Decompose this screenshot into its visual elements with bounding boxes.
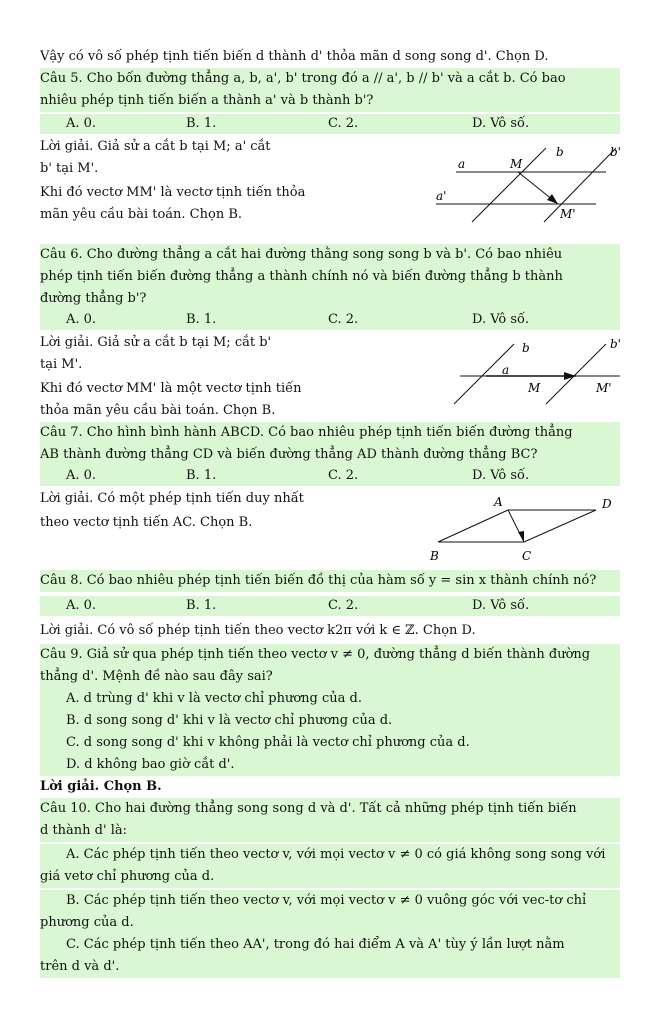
option-d[interactable]: D. Vô số. xyxy=(472,312,530,327)
question-9-option-c[interactable]: C. d song song d' khi v không phải là vectơ chỉ phương của d. xyxy=(40,732,620,754)
label-m-prime: M' xyxy=(560,207,576,221)
line-b-prime xyxy=(546,344,606,404)
option-c[interactable]: C. 2. xyxy=(328,598,359,613)
question-10-line-1: Câu 10. Cho hai đường thẳng song song d và d'. Tất cả những phép tịnh tiến biến xyxy=(40,798,620,820)
option-b[interactable]: B. 1. xyxy=(186,116,217,131)
solution-9-line-1: Lời giải. Chọn B. xyxy=(40,779,162,794)
label-b: b xyxy=(522,341,530,355)
option-d[interactable]: D. Vô số. xyxy=(472,116,530,131)
question-6-options xyxy=(40,310,620,330)
question-9-option-a[interactable]: A. d trùng d' khi v là vectơ chỉ phương của d. xyxy=(40,688,620,710)
label-a: A xyxy=(494,495,503,509)
label-d: D xyxy=(602,497,612,511)
side-ab xyxy=(438,510,508,542)
option-a[interactable]: A. 0. xyxy=(66,312,97,327)
label-b: b xyxy=(556,145,564,159)
option-a[interactable]: A. 0. xyxy=(66,598,97,613)
solution-6-line-2: tại M'. xyxy=(40,357,83,372)
question-6-line-3: đường thẳng b'? xyxy=(40,288,620,310)
text-line: Vậy có vô số phép tịnh tiến biến d thành d' thỏa mãn d song song d'. Chọn D. xyxy=(40,49,549,64)
option-b[interactable]: B. 1. xyxy=(186,312,217,327)
label-b: B xyxy=(430,549,439,563)
question-9-option-b[interactable]: B. d song song d' khi v là vectơ chỉ phương của d. xyxy=(40,710,620,732)
figure-6 xyxy=(450,336,626,406)
label-b-prime: b' xyxy=(610,337,621,351)
option-d[interactable]: D. Vô số. xyxy=(472,468,530,483)
solution-8-line-1: Lời giải. Có vô số phép tịnh tiến theo vectơ k2π với k ∈ ℤ. Chọn D. xyxy=(40,623,476,638)
label-m: M xyxy=(528,381,541,395)
label-a: a xyxy=(458,157,466,171)
solution-7-line-1: Lời giải. Có một phép tịnh tiến duy nhất xyxy=(40,491,304,506)
question-10-option-c-line-2: trên d và d'. xyxy=(40,956,620,978)
solution-5-line-3: Khi đó vectơ MM' là vectơ tịnh tiến thỏa xyxy=(40,185,306,200)
figure-7 xyxy=(424,490,624,566)
question-10-option-b-line-1[interactable]: B. Các phép tịnh tiến theo vectơ v, với mọi vectơ v ≠ 0 vuông góc với vec-tơ chỉ xyxy=(40,890,620,912)
question-5-line-1: Câu 5. Cho bốn đường thẳng a, b, a', b' trong đó a // a', b // b' và a cắt b. Có bao xyxy=(40,68,620,90)
question-10-option-c-line-1[interactable]: C. Các phép tịnh tiến theo AA', trong đó hai điểm A và A' tùy ý lần lượt nằm xyxy=(40,934,620,956)
option-c[interactable]: C. 2. xyxy=(328,116,359,131)
solution-6-line-1: Lời giải. Giả sử a cắt b tại M; cắt b' xyxy=(40,335,272,350)
solution-5-line-2: b' tại M'. xyxy=(40,161,99,176)
question-7-line-1: Câu 7. Cho hình bình hành ABCD. Có bao nhiêu phép tịnh tiến biến đường thẳng xyxy=(40,422,620,444)
label-m: M xyxy=(510,157,523,171)
arrow-head-icon xyxy=(518,531,524,542)
arrow-head-icon xyxy=(564,372,576,380)
question-9-option-d[interactable]: D. d không bao giờ cắt d'. xyxy=(40,754,620,776)
question-10-option-a-line-1[interactable]: A. Các phép tịnh tiến theo vectơ v, với mọi vectơ v ≠ 0 có giá không song song với xyxy=(40,844,620,866)
label-a: a xyxy=(502,363,510,377)
label-m-prime: M' xyxy=(596,381,612,395)
label-b-prime: b' xyxy=(610,145,621,159)
label-c: C xyxy=(522,549,532,563)
question-6-line-1: Câu 6. Cho đường thẳng a cắt hai đường thằng song song b và b'. Có bao nhiêu xyxy=(40,244,620,266)
question-9-line-2: thẳng d'. Mệnh đề nào sau đây sai? xyxy=(40,666,620,688)
solution-6-line-4: thỏa mãn yêu cầu bài toán. Chọn B. xyxy=(40,403,276,418)
option-b[interactable]: B. 1. xyxy=(186,598,217,613)
option-a[interactable]: A. 0. xyxy=(66,468,97,483)
question-8-options xyxy=(40,596,620,616)
label-a-prime: a' xyxy=(436,189,447,203)
option-c[interactable]: C. 2. xyxy=(328,312,359,327)
line-b-prime xyxy=(544,148,616,222)
figure-5 xyxy=(416,140,626,224)
solution-6-line-3: Khi đó vectơ MM' là một vectơ tịnh tiến xyxy=(40,381,302,396)
question-5-line-2: nhiêu phép tịnh tiến biến a thành a' và b thành b'? xyxy=(40,90,620,112)
question-7-options xyxy=(40,466,620,486)
question-10-option-b-line-2: phương của d. xyxy=(40,912,620,934)
question-6-line-2: phép tịnh tiến biến đường thẳng a thành chính nó và biến đường thẳng b thành xyxy=(40,266,620,288)
solution-5-line-4: mãn yêu cầu bài toán. Chọn B. xyxy=(40,207,243,222)
question-8-line-1: Câu 8. Có bao nhiêu phép tịnh tiến biến đồ thị của hàm số y = sin x thành chính nó? xyxy=(40,570,620,592)
question-7-line-2: AB thành đường thẳng CD và biến đường thẳng AD thành đường thẳng BC? xyxy=(40,444,620,466)
arrow-head-icon xyxy=(547,194,558,204)
option-c[interactable]: C. 2. xyxy=(328,468,359,483)
option-a[interactable]: A. 0. xyxy=(66,116,97,131)
side-cd xyxy=(524,510,596,542)
option-d[interactable]: D. Vô số. xyxy=(472,598,530,613)
question-10-line-2: d thành d' là: xyxy=(40,820,620,842)
option-b[interactable]: B. 1. xyxy=(186,468,217,483)
question-9-line-1: Câu 9. Giả sử qua phép tịnh tiến theo vectơ v ≠ 0, đường thẳng d biến thành đường xyxy=(40,644,620,666)
question-5-options xyxy=(40,114,620,134)
solution-5-line-1: Lời giải. Giả sử a cắt b tại M; a' cắt xyxy=(40,139,271,154)
question-10-option-a-line-2: giá vetơ chỉ phương của d. xyxy=(40,866,620,888)
solution-7-line-2: theo vectơ tịnh tiến AC. Chọn B. xyxy=(40,515,253,530)
